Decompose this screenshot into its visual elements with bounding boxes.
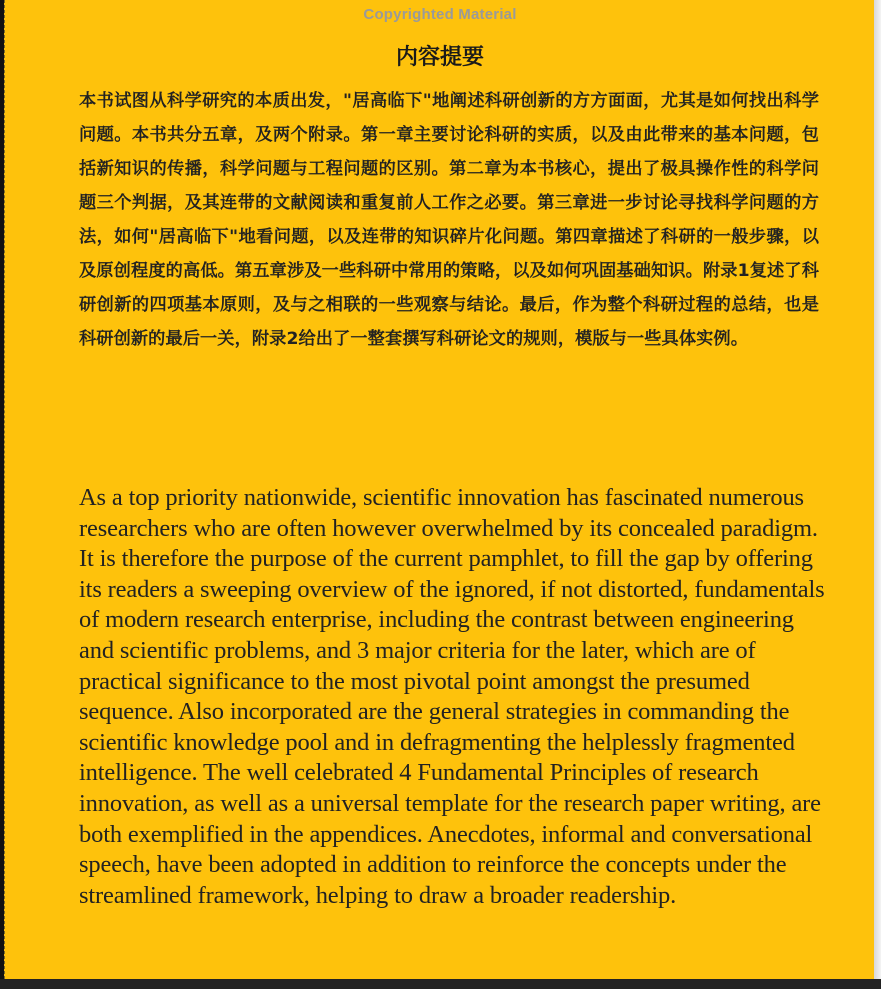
chinese-summary-paragraph: 本书试图从科学研究的本质出发，"居高临下"地阐述科研创新的方方面面，尤其是如何找出科学问题。本书共分五章，及两个附录。第一章主要讨论科研的实质，以及由此带来的基本问题，包括新知识的传播，科学问题与工程问题的区别。第二章为本书核心，提出了极具操作性的科学问题三个判据，及其连带的文献阅读和重复前人工作之必要。第三章进一步讨论寻找科学问题的方法，如何"居高临下"地看问题，以及连带的知识碎片化问题。第四章描述了科研的一般步骤，以及原创程度的高低。第五章涉及一些科研中常用的策略，以及如何巩固基础知识。附录1复述了科研创新的四项基本原则，及与之相联的一些观察与结论。最后，作为整个科研过程的总结，也是科研创新的最后一关，附录2给出了一整套撰写科研论文的规则，模版与一些具体实例。 <box>79 91 819 349</box>
page-bottom-edge <box>0 979 881 989</box>
summary-title: 内容提要 <box>395 45 484 70</box>
book-page <box>4 0 874 979</box>
scrollbar-track[interactable] <box>874 0 881 989</box>
copyright-watermark: Copyrighted Material <box>363 6 517 23</box>
english-summary-paragraph: As a top priority nationwide, scientific innovation has fascinated numerous researchers who are often however overwhelmed by its concealed paradigm. It is therefore the purpose of the current pamphlet, to fill the gap by offering its readers a sweeping overview of the ignored, if not distorted, fundamentals of modern research enterprise, including the contrast between engineering and scientific problems, and 3 major criteria for the later, which are of practical significance to the most pivotal point amongst the presumed sequence. Also incorporated are the general strategies in commanding the scientific knowledge pool and in defragmenting the helplessly fragmented intelligence. The well celebrated 4 Fundamental Principles of research innovation, as well as a universal template for the research paper writing, are both exemplified in the appendices. Anecdotes, informal and conversational speech, have been adopted in addition to reinforce the concepts under the streamlined framework, helping to draw a broader readership. <box>79 484 825 909</box>
